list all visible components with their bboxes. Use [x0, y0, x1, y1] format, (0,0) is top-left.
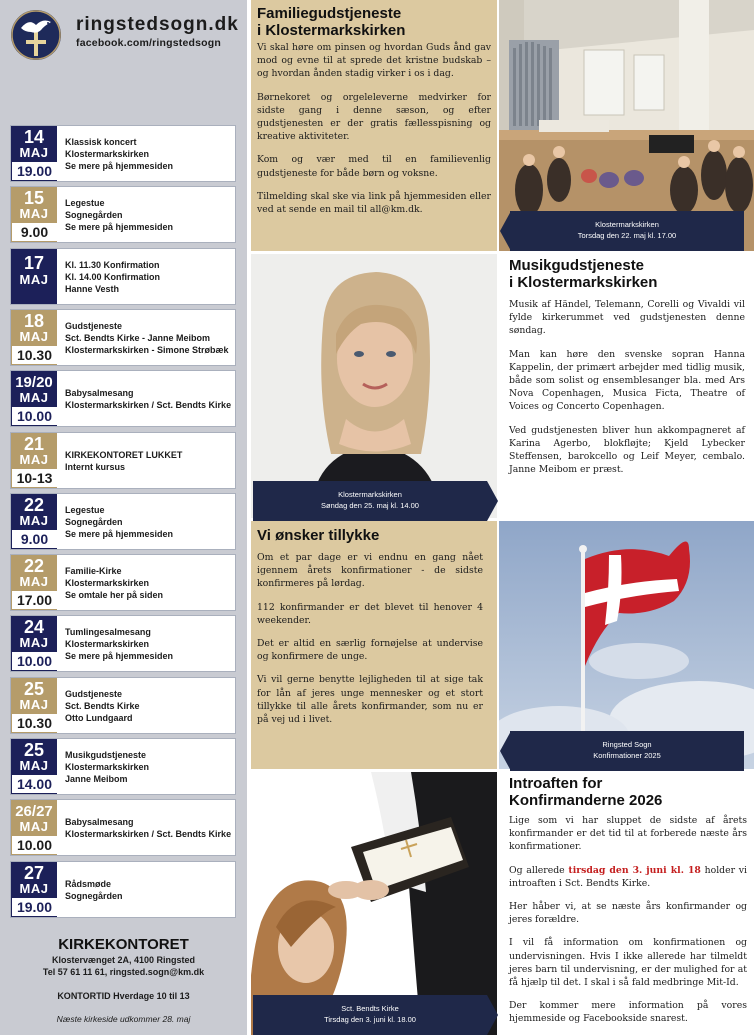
event-detail-line: Se mere på hjemmesiden [65, 160, 174, 171]
event-day: 15 [23, 188, 45, 208]
intro-paragraph-5: Der kommer mere information på vores hjemmeside og Facebookside snarest. [509, 1000, 747, 1025]
event-day: 25 [23, 679, 45, 699]
event-day: 26/27 [15, 803, 53, 820]
intro-title-line-1: Introaften for [509, 775, 603, 792]
event-day: 17 [23, 253, 45, 273]
event-row[interactable] [10, 615, 236, 672]
intro-p2-post: holder vi introaften i Sct. Bendts Kirke. [509, 864, 748, 889]
event-date [11, 678, 57, 733]
music-paragraph-1: Musik af Händel, Telemann, Corelli og Vivaldi vil fylde kirkerummet ved gudstjenesten denne søndag. [509, 299, 745, 337]
event-details [65, 800, 235, 855]
event-detail-line: KIRKEKONTORET LUKKET [65, 449, 183, 460]
event-row[interactable] [10, 248, 236, 305]
event-date [11, 187, 57, 242]
event-day: 22 [23, 556, 45, 576]
office-title: KIRKEKONTORET [58, 936, 189, 953]
intro-paragraph-3: Her håber vi, at se næste års konfirmander og jeres forældre. [509, 901, 747, 926]
event-detail-line: Klostermarkskirken - Simone Strøbæk [65, 344, 229, 355]
event-detail-line: Legestue [65, 504, 105, 515]
event-detail-line: Otto Lundgaard [65, 712, 133, 723]
event-row[interactable] [10, 309, 236, 366]
office-contact[interactable]: Tel 57 61 11 61, ringsted.sogn@km.dk [42, 967, 205, 977]
event-detail-line: Gudstjeneste [65, 688, 123, 699]
event-details [65, 433, 235, 488]
office-address: Klostervænget 2A, 4100 Ringsted [51, 955, 196, 965]
event-time: 10-13 [11, 469, 57, 488]
event-detail-line: Se omtale her på siden [65, 589, 164, 600]
event-date [11, 800, 57, 855]
event-detail-line: Hanne Vesth [65, 283, 120, 294]
event-detail-line: Gudstjeneste [65, 320, 123, 331]
intro-photo-caption [253, 995, 487, 1035]
event-time: 9.00 [11, 223, 57, 242]
family-photo-caption [510, 211, 744, 251]
intro-caption-date: Tirsdag den 3. juni kl. 18.00 [324, 1015, 416, 1024]
family-paragraph-1: Vi skal høre om pinsen og hvordan Guds ånd gav mod og evne til at sprede det kristne budskab – og hvordan ånden stadig virker i os i dag. [257, 42, 491, 80]
event-date [11, 126, 57, 181]
event-month: MAJ [19, 452, 49, 467]
congrats-caption-place: Ringsted Sogn [602, 740, 652, 749]
intro-title-line-2: Konfirmanderne 2026 [509, 792, 663, 809]
event-detail-line: Kl. 14.00 Konfirmation [65, 271, 161, 282]
event-time: 10.30 [11, 714, 57, 733]
event-time: 10.00 [11, 407, 57, 426]
congrats-paragraph-3: Det er altid en særlig fornøjelse at undervise og konfirmere de unge. [257, 638, 483, 663]
family-caption-place: Klostermarkskirken [595, 220, 659, 229]
event-detail-line: Klassisk koncert [65, 136, 137, 147]
music-caption-date: Søndag den 25. maj kl. 14.00 [321, 501, 419, 510]
family-caption-date: Torsdag den 22. maj kl. 17.00 [577, 231, 677, 240]
intro-paragraph-4: I vil få information om konfirmationen og undervisningen. Hvis I ikke allerede har tilmeldt jeres barn til undervisning, er der mulighed for at få hjælp til det. I skal i så fald medbringe Mit-Id. [509, 937, 747, 989]
music-paragraph-2: Man kan høre den svenske sopran Hanna Kappelin, der primært arbejder med tidlig musik, både som solist og ensemblesanger bla. med Ars Nova Copenhagen, Musica Ficta, Theatre of Voices og Concerto Copenhagen. [509, 348, 745, 413]
dove-cross-icon[interactable] [11, 10, 61, 60]
event-month: MAJ [19, 272, 49, 287]
event-row[interactable] [10, 125, 236, 182]
intro-evening-article [505, 772, 754, 1035]
event-details [65, 555, 235, 610]
event-time: 10.00 [11, 836, 57, 855]
event-row[interactable] [10, 493, 236, 550]
event-detail-line: Janne Meibom [65, 773, 128, 784]
event-row[interactable] [10, 432, 236, 489]
event-details [65, 187, 235, 242]
event-details [65, 862, 235, 917]
event-month: MAJ [19, 390, 49, 405]
caption-arrow-icon [500, 731, 511, 771]
event-time: 19.00 [11, 898, 57, 917]
event-date [11, 433, 57, 488]
event-detail-line: Familie-Kirke [65, 565, 122, 576]
event-detail-line: Tumlingesalmesang [65, 626, 151, 637]
event-detail-line: Sognegården [65, 209, 123, 220]
event-details [65, 739, 235, 794]
event-detail-line: Se mere på hjemmesiden [65, 221, 174, 232]
event-detail-line: Klostermarkskirken [65, 577, 150, 588]
event-detail-line: Kl. 11.30 Konfirmation [65, 259, 160, 270]
intro-caption-place: Sct. Bendts Kirke [341, 1004, 399, 1013]
event-detail-line: Klostermarkskirken [65, 638, 150, 649]
event-detail-line: Klostermarkskirken [65, 148, 150, 159]
event-detail-line: Babysalmesang [65, 816, 134, 827]
music-title-line-2: i Klostermarkskirken [509, 274, 658, 291]
event-month: MAJ [19, 697, 49, 712]
family-paragraph-4: Tilmelding skal ske via link på hjemmesiden eller ved at sende en mail til all@km.dk. [257, 190, 491, 216]
event-month: MAJ [19, 206, 49, 221]
event-detail-line: Sct. Bendts Kirke - Janne Meibom [65, 332, 211, 343]
intro-paragraph-1: Lige som vi har sluppet de sidste af årets konfirmander er det tid til at forberede næste års konfirmationer. [509, 815, 747, 853]
event-row[interactable] [10, 186, 236, 243]
event-date [11, 739, 57, 794]
event-day: 21 [23, 434, 45, 454]
event-details [65, 678, 235, 733]
event-detail-line: Sct. Bendts Kirke [65, 700, 140, 711]
facebook-url[interactable]: facebook.com/ringstedsogn [76, 37, 222, 49]
event-detail-line: Se mere på hjemmesiden [65, 528, 174, 539]
music-title-line-1: Musikgudstjeneste [509, 257, 645, 274]
event-day: 27 [23, 863, 45, 883]
congrats-paragraph-1: Om et par dage er vi endnu en gang nået igennem årets konfirmationer - de sidste konfirmeres på lørdag. [257, 552, 483, 590]
congrats-paragraph-2: 112 konfirmander er det blevet til henover 4 weekender. [257, 601, 483, 626]
event-details [65, 126, 235, 181]
congrats-paragraph-4: Vi vil gerne benytte lejligheden til at sige tak for lån af jeres unge mennesker og et stort tillykke til alle årets konfirmander, som nu er på vej ud i livet. [257, 674, 483, 726]
event-month: MAJ [19, 819, 49, 834]
family-paragraph-2: Børnekoret og orgeleleverne medvirker for sidste gang i denne sæson, og efter gudstjenesten er der gratis fællesspisning og kreative aktiviteter. [257, 91, 491, 143]
music-caption-place: Klostermarkskirken [338, 490, 402, 499]
event-date [11, 616, 57, 671]
event-time: 17.00 [11, 591, 57, 610]
event-details [65, 616, 235, 671]
congratulations-article [251, 521, 497, 769]
sidebar [0, 0, 247, 1035]
congrats-photo-caption [510, 731, 744, 771]
event-date [11, 310, 57, 365]
event-date [11, 494, 57, 549]
congrats-title: Vi ønsker tillykke [257, 527, 380, 544]
event-month: MAJ [19, 758, 49, 773]
event-time: 14.00 [11, 775, 57, 794]
music-service-article [505, 254, 754, 518]
music-paragraph-3: Ved gudstjenesten bliver hun akkompagneret af Karina Agerbo, blokfløjte; Kjeld Lybecker Steffensen, barokcello og Leif Meyer, cembalo. Janne Meibom er præst. [509, 424, 745, 476]
congrats-caption-date: Konfirmationer 2025 [593, 751, 661, 760]
event-row[interactable] [10, 861, 236, 918]
next-issue-note: Næste kirkeside udkommer 28. maj [56, 1014, 191, 1024]
event-month: MAJ [19, 329, 49, 344]
family-title-line-2: i Klostermarkskirken [257, 22, 406, 39]
event-detail-line: Sognegården [65, 890, 123, 901]
event-detail-line: Legestue [65, 197, 105, 208]
event-day: 19/20 [15, 374, 53, 391]
event-detail-line: Rådsmøde [65, 878, 112, 889]
event-time: 9.00 [11, 530, 57, 549]
event-date [11, 249, 57, 304]
event-detail-line: Klostermarkskirken [65, 761, 150, 772]
event-time: 10.00 [11, 652, 57, 671]
family-title-line-1: Familiegudstjeneste [257, 5, 402, 22]
event-row[interactable] [10, 370, 236, 427]
event-day: 14 [23, 127, 45, 147]
event-day: 25 [23, 740, 45, 760]
event-date [11, 555, 57, 610]
event-month: MAJ [19, 635, 49, 650]
event-details [65, 494, 235, 549]
event-detail-line: Klostermarkskirken / Sct. Bendts Kirke [65, 399, 232, 410]
event-detail-line: Sognegården [65, 516, 123, 527]
caption-arrow-icon [500, 211, 511, 251]
event-day: 22 [23, 495, 45, 515]
event-detail-line: Internt kursus [65, 461, 126, 472]
event-row[interactable] [10, 738, 236, 795]
intro-p2-pre: Og allerede [509, 864, 569, 876]
event-detail-line: Musikgudstjeneste [65, 749, 147, 760]
singer-portrait-photo [251, 254, 497, 518]
event-month: MAJ [19, 513, 49, 528]
event-detail-line: Klostermarkskirken / Sct. Bendts Kirke [65, 828, 232, 839]
event-month: MAJ [19, 574, 49, 589]
intro-date-highlight: tirsdag den 3. juni kl. 18 [568, 864, 701, 876]
caption-arrow-icon [487, 481, 498, 521]
event-details [65, 371, 235, 426]
music-photo-caption [253, 481, 487, 521]
event-day: 18 [23, 311, 45, 331]
site-url[interactable]: ringstedsogn.dk [76, 14, 239, 35]
event-month: MAJ [19, 145, 49, 160]
event-details [65, 310, 235, 365]
caption-arrow-icon [487, 995, 498, 1035]
event-time: 19.00 [11, 162, 57, 181]
event-row[interactable] [10, 554, 236, 611]
intro-paragraph-2 [509, 864, 747, 890]
event-detail-line: Se mere på hjemmesiden [65, 650, 174, 661]
event-details [65, 249, 235, 304]
office-hours: KONTORTID Hverdage 10 til 13 [57, 991, 190, 1001]
event-row[interactable] [10, 799, 236, 856]
family-service-article [251, 0, 497, 251]
event-day: 24 [23, 617, 45, 637]
event-date [11, 371, 57, 426]
event-date [11, 862, 57, 917]
event-month: MAJ [19, 881, 49, 896]
event-row[interactable] [10, 677, 236, 734]
event-time: 10.30 [11, 346, 57, 365]
event-detail-line: Babysalmesang [65, 387, 134, 398]
family-paragraph-3: Kom og vær med til en familievenlig gudstjeneste for både børn og voksne. [257, 154, 491, 179]
